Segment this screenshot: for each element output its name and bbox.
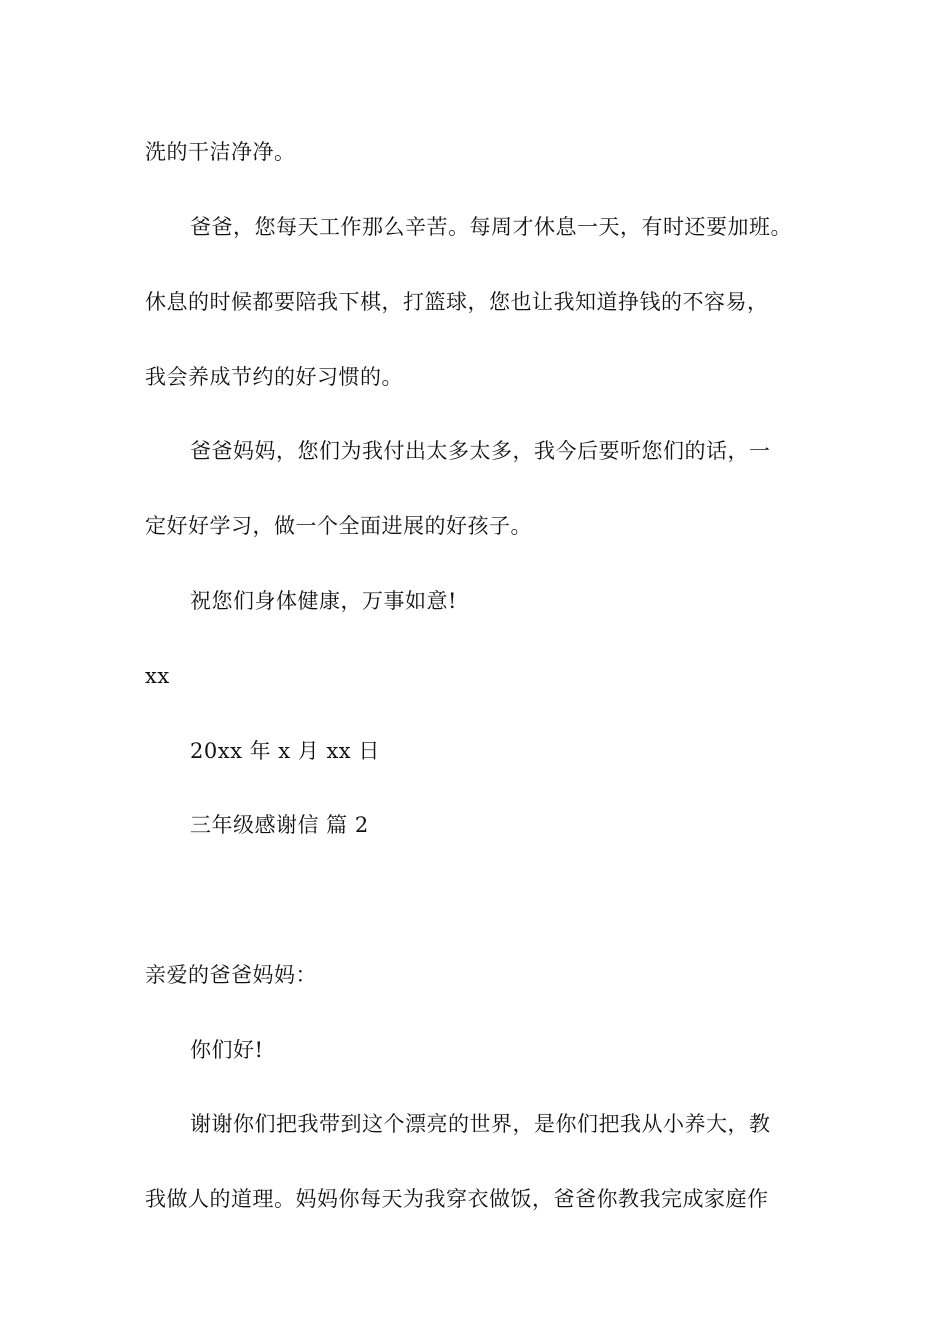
closing-wish: 祝您们身体健康，万事如意! — [190, 589, 457, 613]
section-title: 三年级感谢信 篇 2 — [190, 813, 369, 837]
paragraph-line: 定好好学习，做一个全面进展的好孩子。 — [145, 514, 532, 538]
signature-name: xx — [145, 664, 170, 688]
greeting-line: 你们好! — [190, 1038, 264, 1062]
paragraph-line: 休息的时候都要陪我下棋，打篮球，您也让我知道挣钱的不容易， — [145, 290, 769, 314]
paragraph-line: 我会养成节约的好习惯的。 — [145, 365, 403, 389]
paragraph-line: 爸爸，您每天工作那么辛苦。每周才休息一天，有时还要加班。 — [190, 215, 792, 239]
signature-date: 20xx 年 x 月 xx 日 — [190, 739, 380, 763]
letter-salutation: 亲爱的爸爸妈妈： — [145, 963, 317, 987]
paragraph-line: 洗的干洁净净。 — [145, 140, 296, 164]
paragraph-line: 谢谢你们把我带到这个漂亮的世界，是你们把我从小养大，教 — [190, 1112, 771, 1136]
paragraph-line: 爸爸妈妈，您们为我付出太多太多，我今后要听您们的话，一 — [190, 439, 771, 463]
paragraph-line: 我做人的道理。妈妈你每天为我穿衣做饭，爸爸你教我完成家庭作 — [145, 1187, 769, 1211]
